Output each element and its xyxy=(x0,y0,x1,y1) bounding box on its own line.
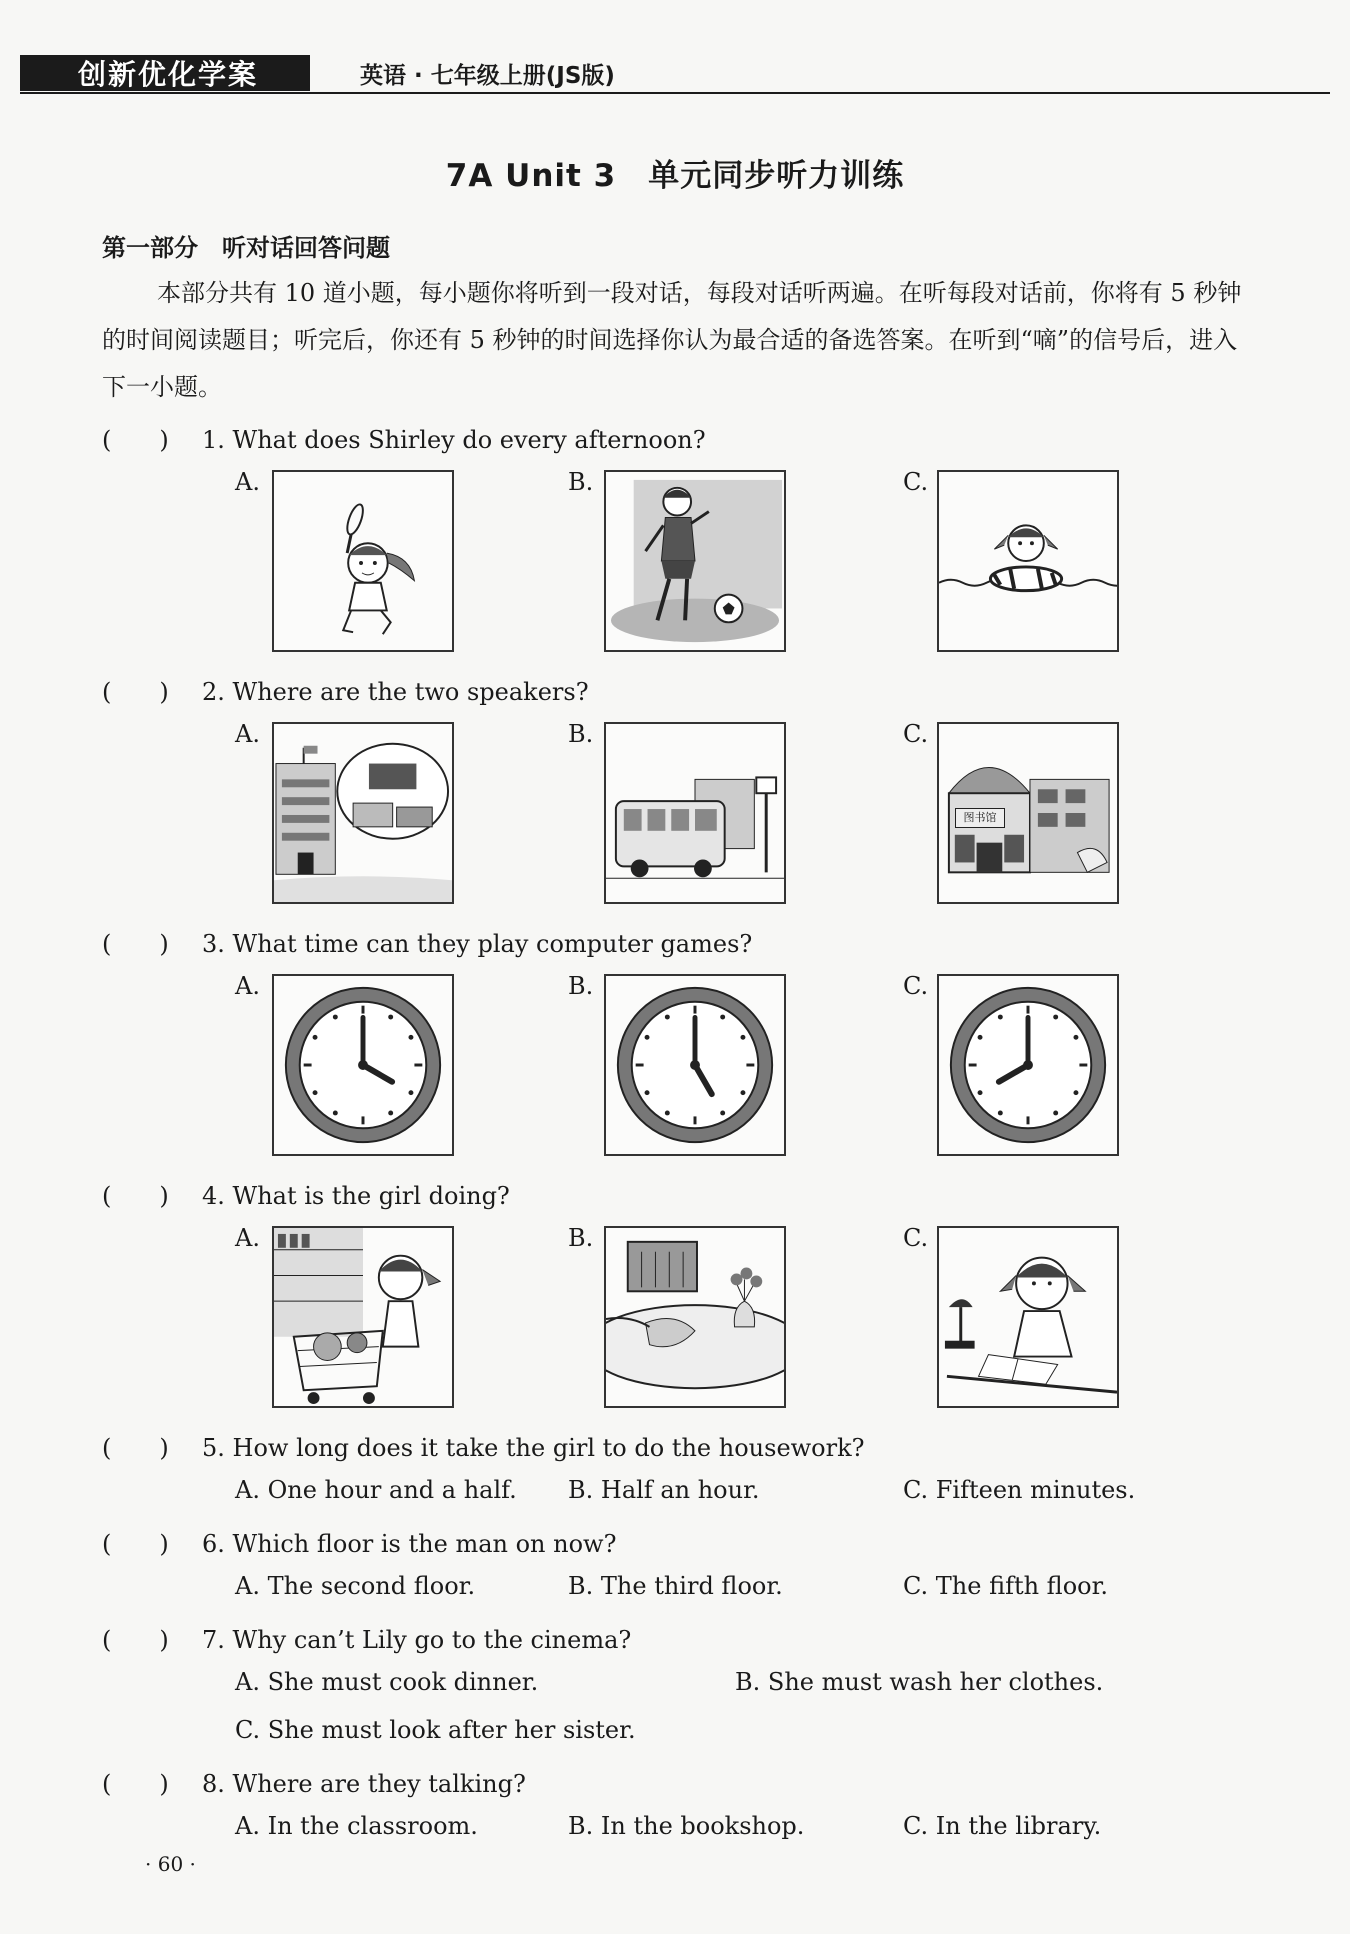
question-1 xyxy=(102,420,706,455)
answer-blank[interactable]: ( ) xyxy=(102,1182,169,1210)
school-building-icon[interactable] xyxy=(272,722,454,904)
clock-four-icon[interactable] xyxy=(272,974,454,1156)
option-label: B. xyxy=(568,972,594,1000)
library-sign: 图书馆 xyxy=(955,808,1005,828)
question-number: 8. xyxy=(202,1770,225,1798)
question-text: What does Shirley do every afternoon? xyxy=(232,426,706,454)
option-a[interactable]: A. One hour and a half. xyxy=(235,1476,517,1504)
question-text: What time can they play computer games? xyxy=(232,930,753,958)
option-label: C. xyxy=(903,468,929,496)
option-label: B. xyxy=(568,468,594,496)
question-4 xyxy=(102,1176,510,1211)
option-label: C. xyxy=(903,972,929,1000)
option-b[interactable]: B. In the bookshop. xyxy=(568,1812,805,1840)
option-label: C. xyxy=(903,1224,929,1252)
header-rule xyxy=(20,92,1330,94)
section-heading: 第一部分 听对话回答问题 xyxy=(102,234,390,262)
answer-blank[interactable]: ( ) xyxy=(102,1770,169,1798)
question-number: 7. xyxy=(202,1626,225,1654)
question-number: 3. xyxy=(202,930,225,958)
bus-stop-icon[interactable] xyxy=(604,722,786,904)
page-title: 7A Unit 3 单元同步听力训练 xyxy=(445,158,905,194)
question-number: 1. xyxy=(202,426,225,454)
page-number: · 60 · xyxy=(145,1852,196,1876)
question-text: Why can’t Lily go to the cinema? xyxy=(232,1626,632,1654)
brand-logo: 创新优化学案 xyxy=(20,55,310,91)
section-instructions: 本部分共有 10 道小题，每小题你将听到一段对话，每段对话听两遍。在听每段对话前，你将有 5 秒钟的时间阅读题目；听完后，你还有 5 秒钟的时间选择你认为最合适的备选答案。在听到“嘀”的信号后，进入下一小题。 xyxy=(102,279,1242,401)
question-3 xyxy=(102,924,752,959)
girl-swimming-icon[interactable] xyxy=(937,470,1119,652)
option-label: A. xyxy=(235,1224,260,1252)
girl-shopping-icon[interactable] xyxy=(272,1226,454,1408)
option-b[interactable]: B. She must wash her clothes. xyxy=(735,1668,1104,1696)
question-text: Which floor is the man on now? xyxy=(232,1530,617,1558)
question-text: Where are they talking? xyxy=(232,1770,526,1798)
answer-blank[interactable]: ( ) xyxy=(102,930,169,958)
question-6 xyxy=(102,1524,616,1559)
question-number: 2. xyxy=(202,678,225,706)
question-text: Where are the two speakers? xyxy=(232,678,589,706)
question-number: 4. xyxy=(202,1182,225,1210)
girl-tennis-icon[interactable] xyxy=(272,470,454,652)
option-b[interactable]: B. Half an hour. xyxy=(568,1476,760,1504)
cleaning-table-icon[interactable] xyxy=(604,1226,786,1408)
question-8 xyxy=(102,1764,526,1799)
question-2 xyxy=(102,672,589,707)
question-number: 5. xyxy=(202,1434,225,1462)
option-label: A. xyxy=(235,468,260,496)
clock-eight-icon[interactable] xyxy=(937,974,1119,1156)
question-text: How long does it take the girl to do the housework? xyxy=(232,1434,865,1462)
option-label: B. xyxy=(568,720,594,748)
option-c[interactable]: C. Fifteen minutes. xyxy=(903,1476,1136,1504)
option-a[interactable]: A. The second floor. xyxy=(235,1572,476,1600)
option-b[interactable]: B. The third floor. xyxy=(568,1572,783,1600)
girl-football-icon[interactable] xyxy=(604,470,786,652)
answer-blank[interactable]: ( ) xyxy=(102,1530,169,1558)
question-number: 6. xyxy=(202,1530,225,1558)
page-header xyxy=(20,55,1330,95)
question-7 xyxy=(102,1620,631,1655)
answer-blank[interactable]: ( ) xyxy=(102,1626,169,1654)
option-c[interactable]: C. In the library. xyxy=(903,1812,1102,1840)
question-text: What is the girl doing? xyxy=(232,1182,510,1210)
option-label: B. xyxy=(568,1224,594,1252)
book-title: 英语 · 七年级上册(JS版) xyxy=(360,63,615,89)
option-label: A. xyxy=(235,972,260,1000)
question-5 xyxy=(102,1428,865,1463)
answer-blank[interactable]: ( ) xyxy=(102,1434,169,1462)
option-a[interactable]: A. In the classroom. xyxy=(235,1812,478,1840)
option-a[interactable]: A. She must cook dinner. xyxy=(235,1668,539,1696)
answer-blank[interactable]: ( ) xyxy=(102,426,169,454)
option-c[interactable]: C. She must look after her sister. xyxy=(235,1716,636,1744)
option-c[interactable]: C. The fifth floor. xyxy=(903,1572,1109,1600)
answer-blank[interactable]: ( ) xyxy=(102,678,169,706)
clock-five-icon[interactable] xyxy=(604,974,786,1156)
girl-reading-icon[interactable] xyxy=(937,1226,1119,1408)
option-label: C. xyxy=(903,720,929,748)
option-label: A. xyxy=(235,720,260,748)
